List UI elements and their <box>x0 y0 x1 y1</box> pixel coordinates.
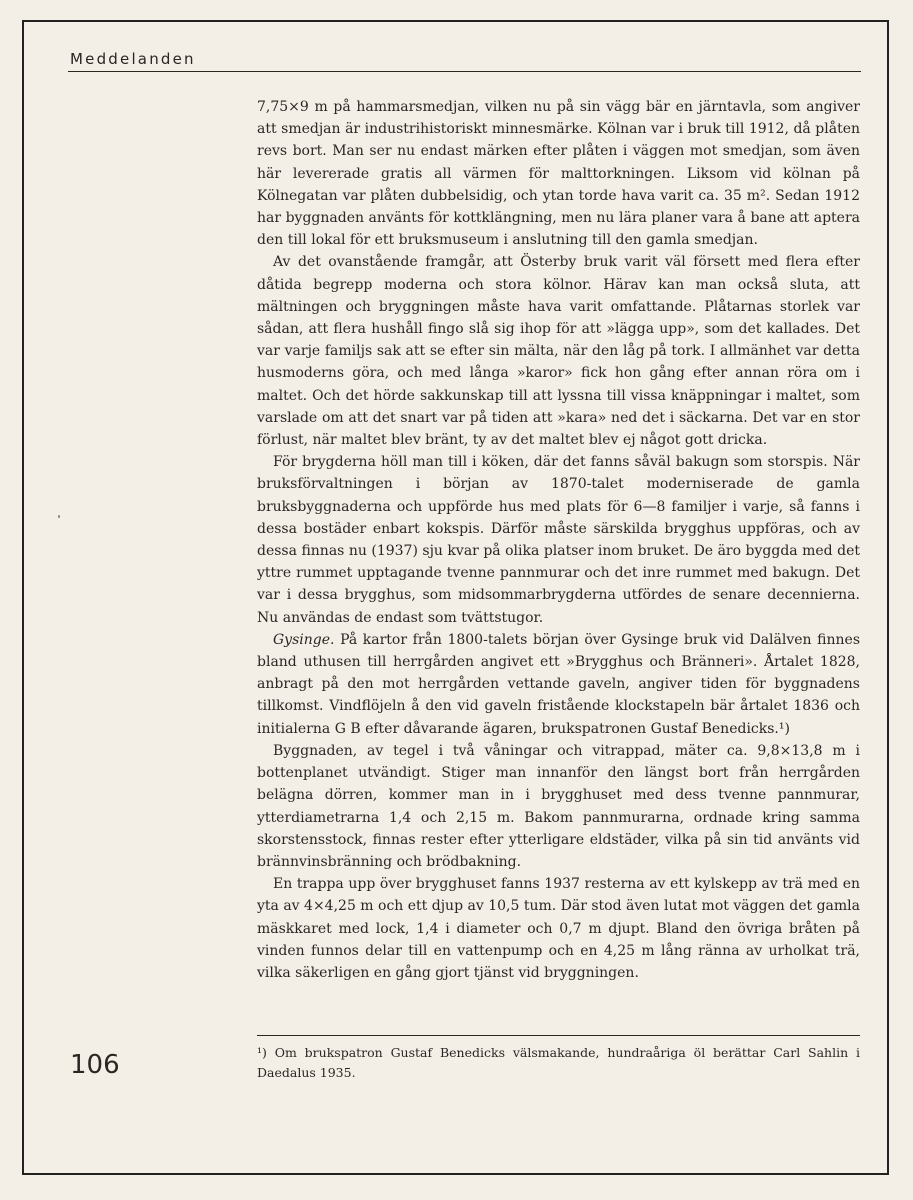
header-rule <box>68 71 861 72</box>
paper-speck <box>58 515 60 518</box>
paragraph: För brygderna höll man till i köken, där det fanns såväl bakugn som storspis. När bruksförvaltningen i början av 1870-talet moderniserade de gamla bruksbyggnaderna och uppförde hus med plats för 6—8 familjer i varje, så fanns i dessa bostäder enbart kokspis. Därför måste särskilda brygghus uppföras, och av dessa finnas nu (1937) sju kvar på olika platser inom bruket. De äro byggda med det yttre rummet upptagande tvenne pannmurar och det inre rummet med bakugn. Det var i dessa brygghus, som midsommarbrygderna utfördes de senare decennierna. Nu användas de endast som tvättstugor. <box>257 454 860 626</box>
body-text <box>257 96 860 984</box>
paragraph-gysinge <box>257 629 860 740</box>
section-heading-gysinge: Gysinge. <box>273 631 335 648</box>
paragraph-text: På kartor från 1800-talets början över Gysinge bruk vid Dalälven finnes bland uthusen till herrgården angivet ett »Brygghus och Bränneri». Årtalet 1828, anbragt på den mot herrgården vettande gaveln, angiver tiden för byggnadens tillkomst. Vindflöjeln å den vid gaveln fristående klockstapeln bär årtalet 1836 och initialerna G B efter dåvarande ägaren, brukspatronen Gustaf Benedicks.¹) <box>257 631 860 737</box>
running-header: Meddelanden <box>70 50 196 68</box>
footnote-rule <box>257 1035 860 1036</box>
footnote: ¹) Om brukspatron Gustaf Benedicks välsmakande, hundraåriga öl berättar Carl Sahlin i Daedalus 1935. <box>257 1045 860 1080</box>
paragraph: 7,75×9 m på hammarsmedjan, vilken nu på sin vägg bär en järntavla, som angiver att smedjan är industrihistoriskt minnesmärke. Kölnan var i bruk till 1912, då plåten revs bort. Man ser nu endast märken efter plåten i väggen mot smedjan, som även här levererade gratis all värmen för malttorkningen. Liksom vid kölnan på Kölnegatan var plåten dubbelsidig, och ytan torde hava varit ca. 35 m². Sedan 1912 har byggnaden använts för kottklängning, men nu lära planer vara å bane att aptera den till lokal för ett bruksmuseum i anslutning till den gamla smedjan. <box>257 99 860 249</box>
page-number: 106 <box>70 1050 120 1080</box>
paragraph: En trappa upp över brygghuset fanns 1937 resterna av ett kylskepp av trä med en yta av 4×4,25 m och ett djup av 10,5 tum. Där stod även lutat mot väggen det gamla mäskkaret med lock, 1,4 i diameter och 0,7 m djupt. Bland den övriga bråten på vinden funnos delar till en vattenpump och en 4,25 m lång ränna av urholkat trä, vilka säkerligen en gång gjort tjänst vid bryggningen. <box>257 876 860 981</box>
paragraph: Av det ovanstående framgår, att Österby bruk varit väl försett med flera efter dåtida begrepp moderna och stora kölnor. Härav kan man också sluta, att mältningen och bryggningen måste hava varit omfattande. Plåtarnas storlek var sådan, att flera hushåll fingo slå sig ihop för att »lägga upp», som det kallades. Det var varje familjs sak att se efter sin mälta, när den låg på tork. I allmänhet var detta husmoderns göra, och med långa »karor» fick hon gång efter annan röra om i maltet. Och det hörde sakkunskap till att lyssna till vissa knäppningar i maltet, som varslade om att det snart var på tiden att »kara» ned det i säckarna. Det var en stor förlust, när maltet blev bränt, ty av det maltet blev ej något gott dricka. <box>257 254 860 449</box>
paragraph: Byggnaden, av tegel i två våningar och vitrappad, mäter ca. 9,8×13,8 m i bottenplanet utvändigt. Stiger man innanför den längst bort från herrgården belägna dörren, kommer man in i brygghuset med dess tvenne pannmurar, ytterdiametrarna 1,4 och 2,15 m. Bakom pannmurarna, ordnade kring samma skorstensstock, finnas rester efter ytterligare eldstäder, vilka på sin tid använts vid brännvinsbränning och brödbakning. <box>257 742 860 870</box>
